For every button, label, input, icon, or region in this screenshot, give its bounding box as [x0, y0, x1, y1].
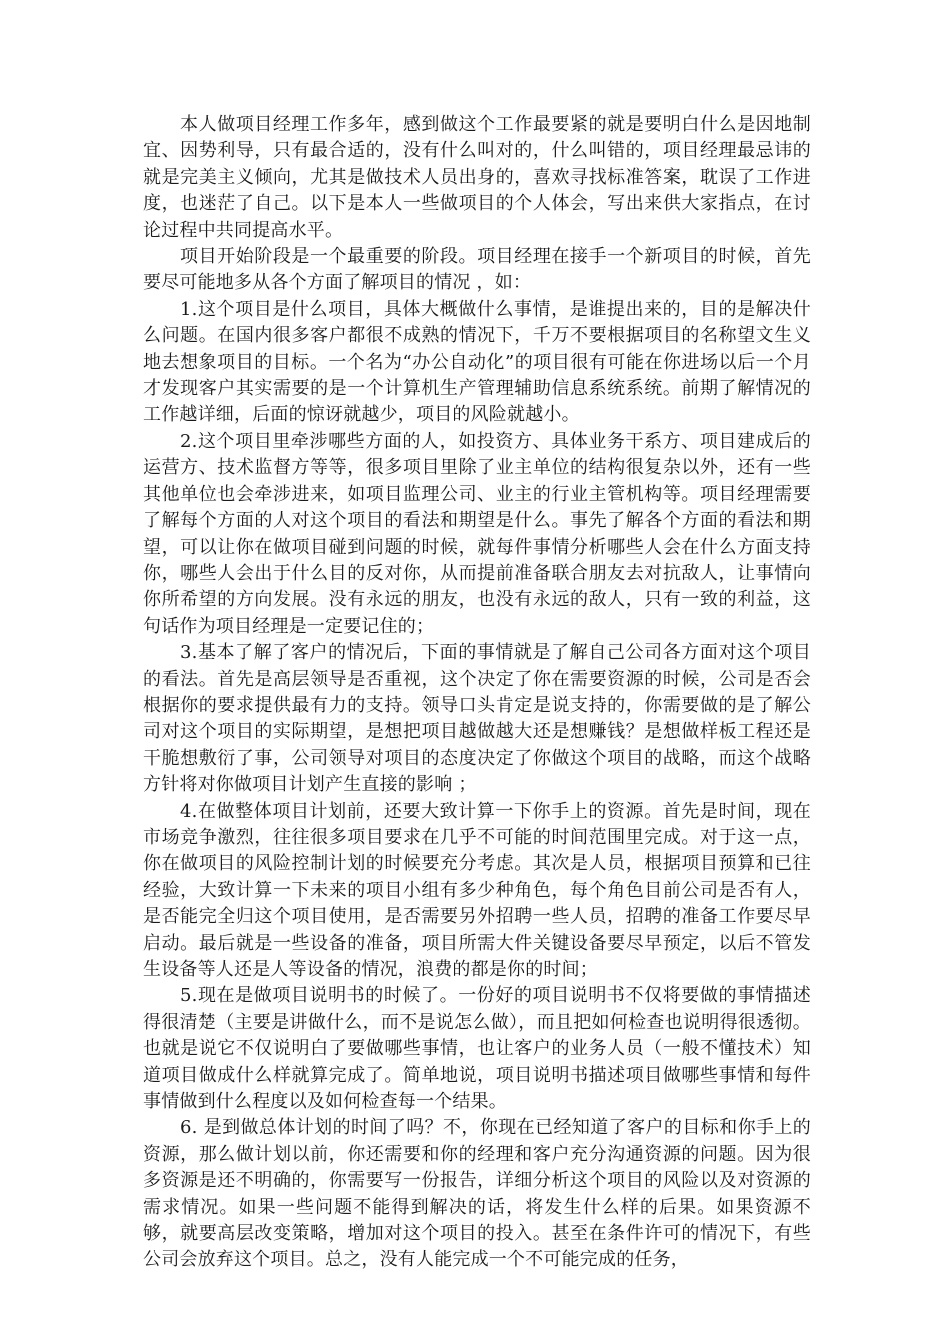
paragraph-item-5: 5.现在是做项目说明书的时候了。一份好的项目说明书不仅将要做的事情描述得很清楚（主要是讲做什么，而不是说怎么做），而且把如何检查也说明得很透彻。也就是说它不仅说明白了要做哪些事情，也让客户的业务人员（一般不懂技术）知道项目做成什么样就算完成了。简单地说，项目说明书描述项目做哪些事情和每件事情做到什么程度以及如何检查每一个结果。	[143, 985, 811, 1113]
paragraph-item-1: 1.这个项目是什么项目，具体大概做什么事情，是谁提出来的，目的是解决什么问题。在国内很多客户都很不成熟的情况下，千万不要根据项目的名称望文生义地去想象项目的目标。一个名为“办公自动化”的项目很有可能在你进场以后一个月才发现客户其实需要的是一个计算机生产管理辅助信息系统系统。前期了解情况的工作越详细，后面的惊讶就越少，项目的风险就越小。	[143, 298, 811, 426]
paragraph-item-2: 2.这个项目里牵涉哪些方面的人，如投资方、具体业务干系方、项目建成后的运营方、技术监督方等等，很多项目里除了业主单位的结构很复杂以外，还有一些其他单位也会牵涉进来，如项目监理公司、业主的行业主管机构等。项目经理需要了解每个方面的人对这个项目的看法和期望是什么。事先了解各个方面的看法和期望，可以让你在做项目碰到问题的时候，就每件事情分析哪些人会在什么方面支持你，哪些人会出于什么目的反对你，从而提前准备联合朋友去对抗敌人，让事情向你所希望的方向发展。没有永远的朋友，也没有永远的敌人，只有一致的利益，这句话作为项目经理是一定要记住的；	[143, 430, 811, 637]
paragraph-item-4: 4.在做整体项目计划前，还要大致计算一下你手上的资源。首先是时间，现在市场竞争激烈，往往很多项目要求在几乎不可能的时间范围里完成。对于这一点，你在做项目的风险控制计划的时候要充分考虑。其次是人员，根据项目预算和已往经验，大致计算一下未来的项目小组有多少种角色，每个角色目前公司是否有人，是否能完全归这个项目使用，是否需要另外招聘一些人员，招聘的准备工作要尽早启动。最后就是一些设备的准备，项目所需大件关键设备要尽早预定，以后不管发生设备等人还是人等设备的情况，浪费的都是你的时间；	[143, 800, 811, 980]
paragraph-intro: 本人做项目经理工作多年，感到做这个工作最要紧的就是要明白什么是因地制宜、因势利导，只有最合适的，没有什么叫对的，什么叫错的，项目经理最忌讳的就是完美主义倾向，尤其是做技术人员出身的，喜欢寻找标准答案，耽误了工作进度，也迷茫了自己。以下是本人一些做项目的个人体会，写出来供大家指点，在讨论过程中共同提高水平。	[143, 114, 811, 241]
document-body	[143, 112, 811, 1274]
paragraph-item-3: 3.基本了解了客户的情况后，下面的事情就是了解自己公司各方面对这个项目的看法。首先是高层领导是否重视，这个决定了你在需要资源的时候，公司是否会根据你的要求提供最有力的支持。领导口头肯定是说支持的，你需要做的是了解公司对这个项目的实际期望，是想把项目越做越大还是想赚钱？是想做样板工程还是干脆想敷衍了事，公司领导对项目的态度决定了你做这个项目的战略，而这个战略方针将对你做项目计划产生直接的影响 ；	[143, 642, 811, 796]
paragraph-item-6: 6. 是到做总体计划的时间了吗？不，你现在已经知道了客户的目标和你手上的资源，那么做计划以前，你还需要和你的经理和客户充分沟通资源的问题。因为很多资源是还不明确的，你需要写一份报告，详细分析这个项目的风险以及对资源的需求情况。如果一些问题不能得到解决的话，将发生什么样的后果。如果资源不够，就要高层改变策略，增加对这个项目的投入。甚至在条件许可的情况下，有些公司会放弃这个项目。总之，没有人能完成一个不可能完成的任务，	[143, 1117, 811, 1271]
paragraph-project-start: 项目开始阶段是一个最重要的阶段。项目经理在接手一个新项目的时候，首先要尽可能地多从各个方面了解项目的情况 ，如：	[143, 246, 811, 294]
